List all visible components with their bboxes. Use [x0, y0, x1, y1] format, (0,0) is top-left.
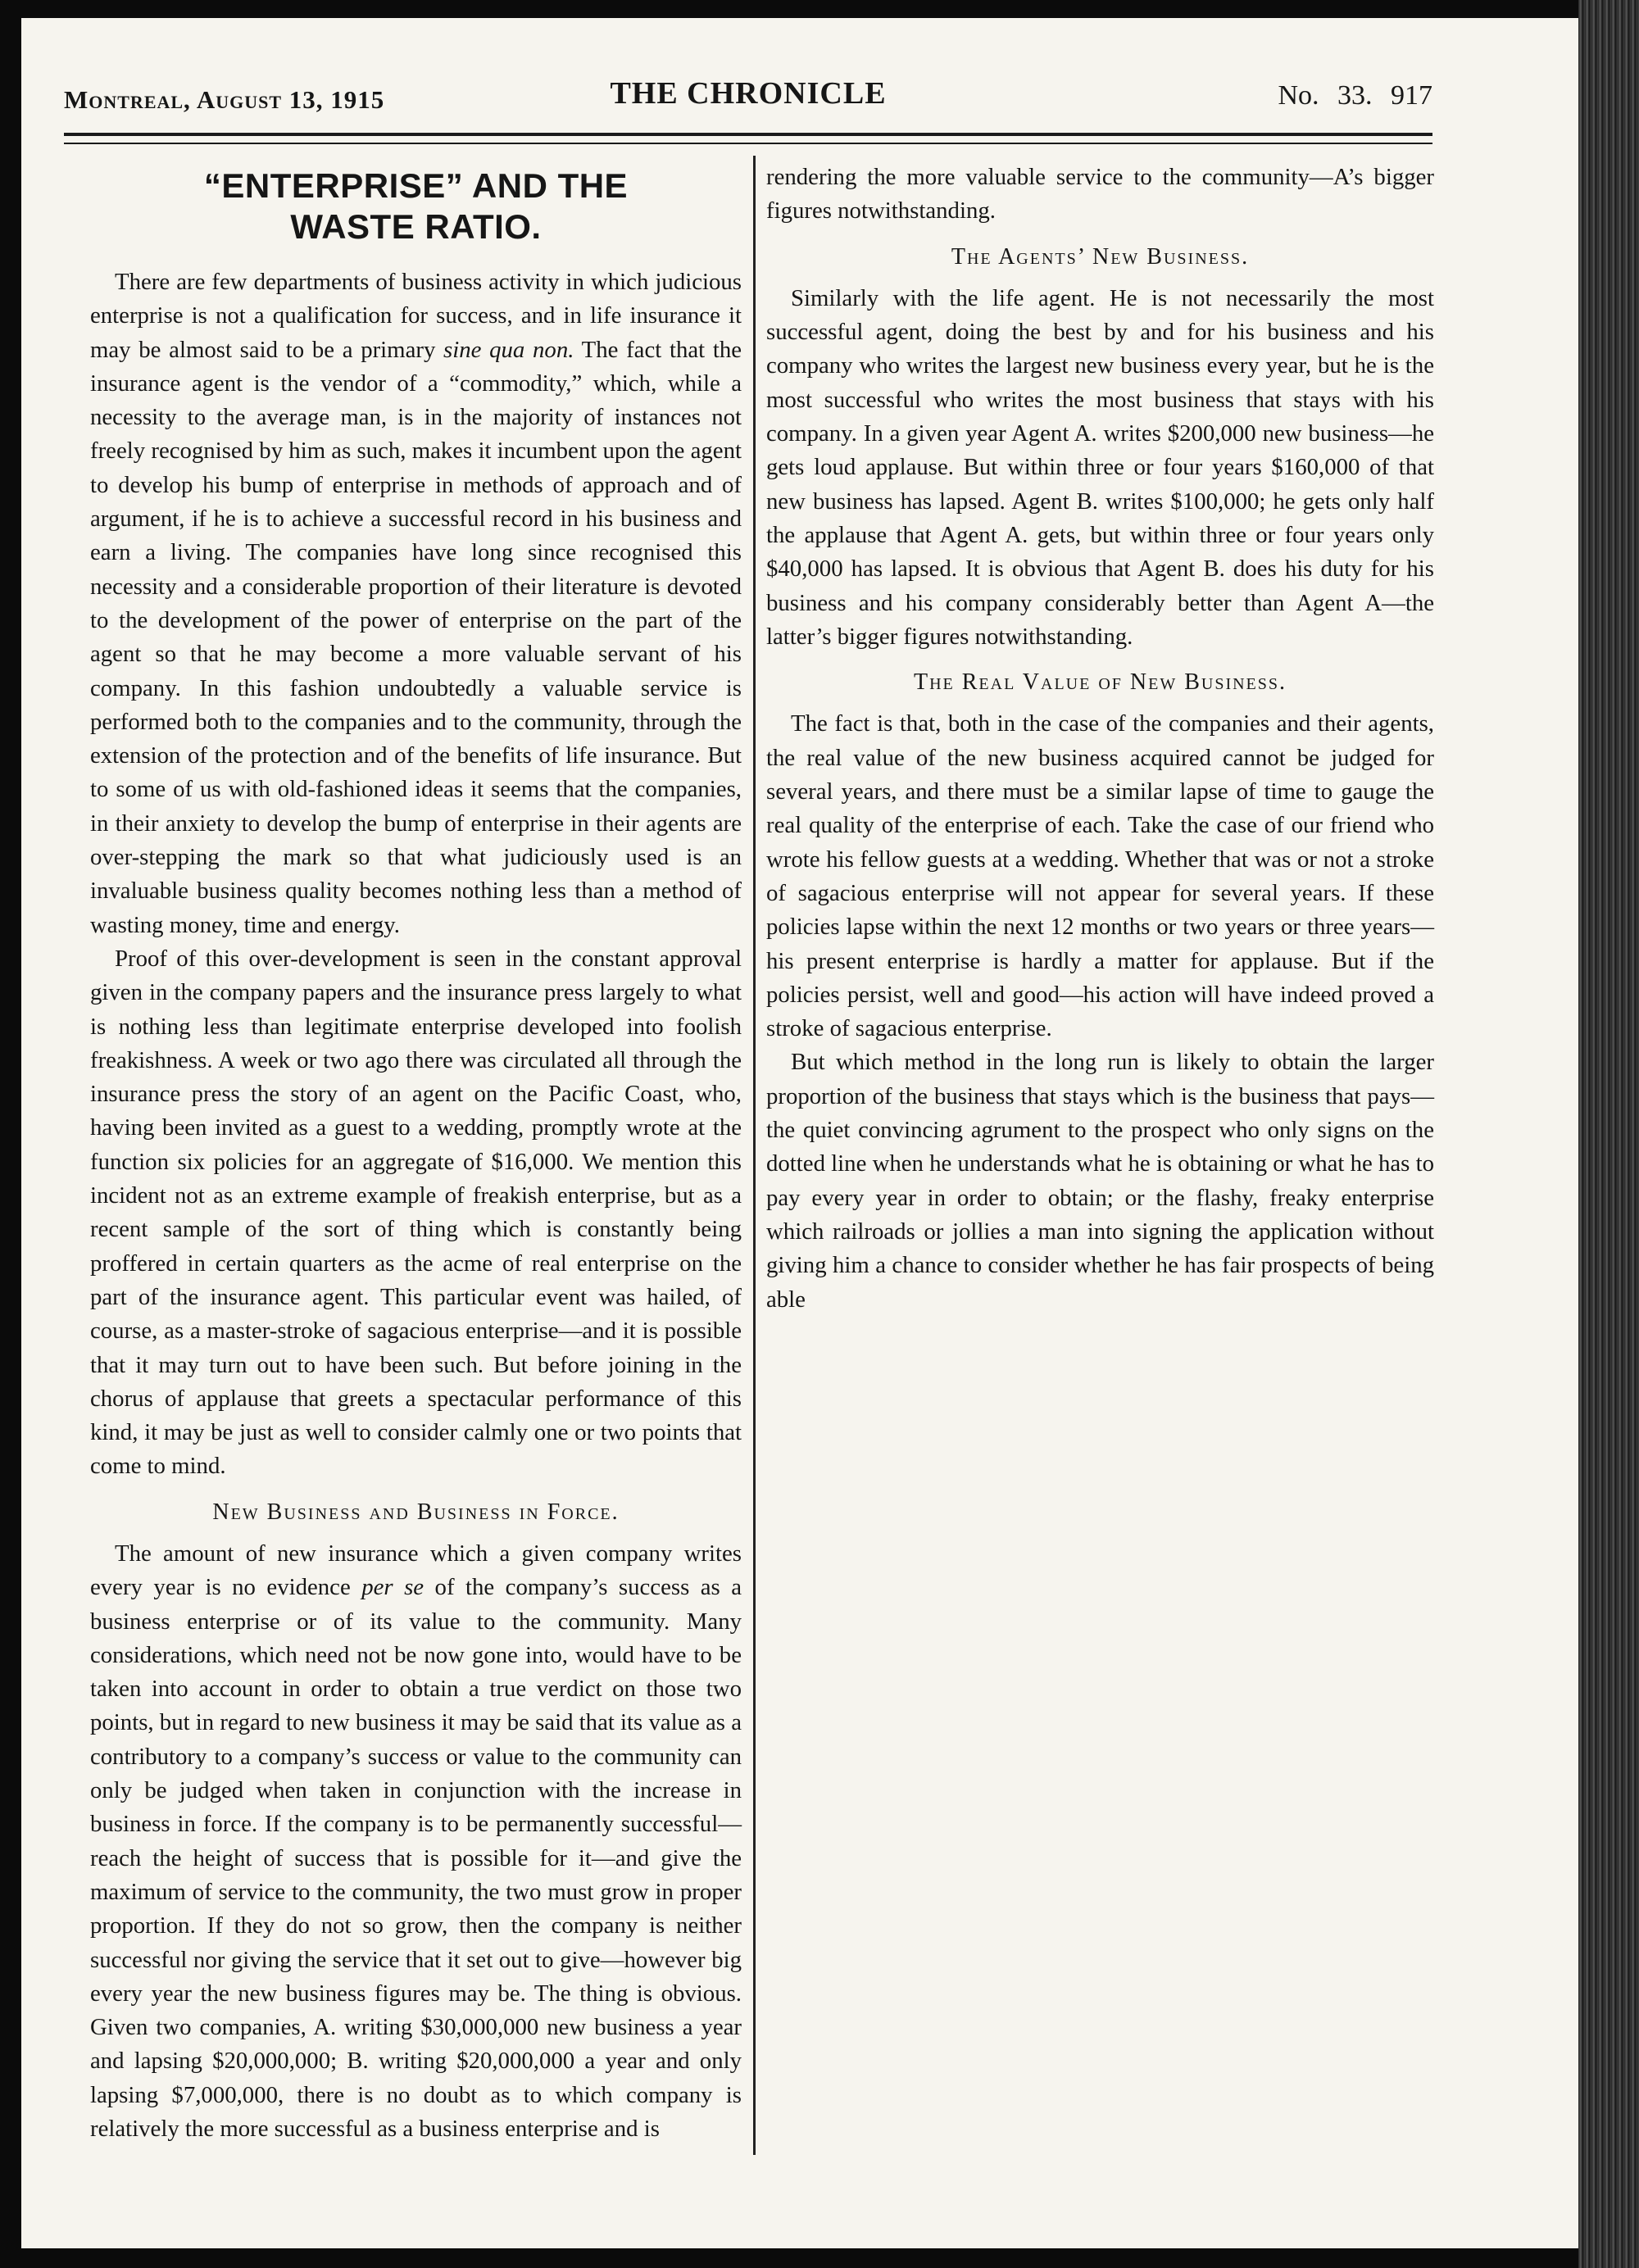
column-right	[766, 161, 1434, 1317]
article-title-line-1: “ENTERPRISE” AND THE	[203, 166, 629, 205]
column-left	[90, 161, 742, 2146]
article-title-line-2: WASTE RATIO.	[290, 207, 542, 246]
paragraph-3-italic: per se	[361, 1574, 425, 1601]
paragraph-1-part-a: There are few departments of business activity in which judicious enterprise is not a qualification for success, and in life insurance it may be almost said to be a primary	[90, 269, 742, 363]
paragraph-1-italic: sine qua non.	[443, 336, 574, 363]
subheading-real-value: The Real Value of New Business.	[913, 669, 1287, 696]
paragraph-4: Similarly with the life agent. He is not necessarily the most successful agent, doing the best by and for his business and his company who writes the largest new business every year, but he is the most successful who writes the most business that stays with his company. In a given year Agent A. writes $200,000 new business—he gets loud applause. But within three or four years $160,000 of that new business has lapsed. Agent B. writes $100,000; he gets only half the applause that Agent A. gets, but within three or four years only $40,000 has lapsed. It is obvious that Agent B. does his duty for his business and his company considerably better than Agent A—the latter’s bigger figures notwithstanding.	[766, 284, 1434, 650]
article-title	[90, 166, 742, 247]
header-dateline: Montreal, August 13, 1915	[64, 85, 385, 114]
paragraph-2: Proof of this over-development is seen in the constant approval given in the company papers and the insurance press largely to what is nothing less than legitimate enterprise developed into foolish freakishness. A week or two ago there was circulated all through the insurance press the story of an agent on the Pacific Coast, who, having been invited as a guest to a wedding, promptly wrote at the function six policies for an aggregate of $16,000. We mention this incident not as an extreme example of freakish enterprise, but as a recent sample of the sort of thing which is constantly being proffered in certain quarters as the acme of real enterprise on the part of the insurance agent. This particular event was hailed, of course, as a master-stroke of sagacious enterprise—and it is possible that it may turn out to have been such. But before joining in the chorus of applause that greets a spectacular performance of this kind, it may be just as well to consider calmly one or two points that come to mind.	[90, 945, 742, 1480]
subheading-agents-new-business: The Agents’ New Business.	[951, 243, 1250, 270]
running-head	[64, 75, 1432, 125]
paragraph-3	[90, 1537, 742, 2146]
paragraph-6: But which method in the long run is likely to obtain the larger proportion of the business that stays which is the business that pays—the quiet convincing agrument to the prospect who only signs on the dotted line when he understands what he is obtaining or what he has to pay every year in order to obtain; or the flashy, freaky enterprise which railroads or jollies a man into signing the application without giving him a chance to consider whether he has fair prospects of being able	[766, 1049, 1434, 1313]
header-double-rule	[64, 133, 1432, 144]
subheading-new-business: New Business and Business in Force.	[212, 1499, 620, 1525]
column-divider	[753, 156, 756, 2155]
paragraph-3-part-b: of the company’s success as a business enterprise or of its value to the community. Many considerations, which need not be now gone into, would have to be taken into account in order to obtain a true verdict on those two points, but in regard to new business it may be said that its value as a contributory to a company’s success or value to the community can only be judged when taken in conjunction with the increase in business in force. If the company is to be permanently successful—reach the height of success that is possible for it—and give the maximum of service to the community, the two must grow in proper proportion. If they do not so grow, then the company is neither successful nor giving the service that it set out to give—however big every year the new business figures may be. The thing is obvious. Given two companies, A. writing $30,000,000 new business a year and lapsing $20,000,000; B. writing $20,000,000 a year and only lapsing $7,000,000, there is no doubt as to which company is relatively the more successful as a business enterprise and is	[90, 1574, 742, 2143]
paragraph-1-part-b: The fact that the insurance agent is the vendor of a “commodity,” which, while a necessity to the average man, is in the majority of instances not freely recognised by him as such, makes it incumbent upon the agent to develop his bump of enterprise in methods of approach and of argument, if he is to achieve a successful record in his business and earn a living. The companies have long since recognised this necessity and a considerable proportion of their literature is devoted to the development of the power of enterprise on the part of the agent so that he may become a more valuable servant of his company. In this fashion undoubtedly a valuable service is performed both to the companies and to the community, through the extension of the protection and of the benefits of life insurance. But to some of us with old-fashioned ideas it seems that the companies, in their anxiety to develop the bump of enterprise in their agents are over-stepping the mark so that what judiciously used is an invaluable business quality becomes nothing less than a method of wasting money, time and energy.	[90, 336, 742, 938]
header-issue-page: No. 33. 917	[1278, 80, 1432, 111]
paragraph-1	[90, 265, 742, 942]
book-page-edges	[1578, 0, 1639, 2268]
paragraph-3-continued: rendering the more valuable service to the community—A’s bigger figures notwithstanding.	[766, 164, 1434, 225]
header-publication-name: THE CHRONICLE	[610, 76, 887, 111]
paragraph-3-part-a: The amount of new insurance which a given company writes every year is no evidence	[90, 1540, 742, 1601]
paragraph-5: The fact is that, both in the case of the companies and their agents, the real value of the new business acquired cannot be judged for several years, and there must be a similar lapse of time to gauge the real quality of the enterprise of each. Take the case of our friend who wrote his fellow guests at a wedding. Whether that was or not a stroke of sagacious enterprise will not appear for several years. If these policies lapse within the next 12 months or two years or three years—his present enterprise is hardly a matter for applause. But if the policies persist, well and good—his action will have indeed proved a stroke of sagacious enterprise.	[766, 710, 1434, 1042]
